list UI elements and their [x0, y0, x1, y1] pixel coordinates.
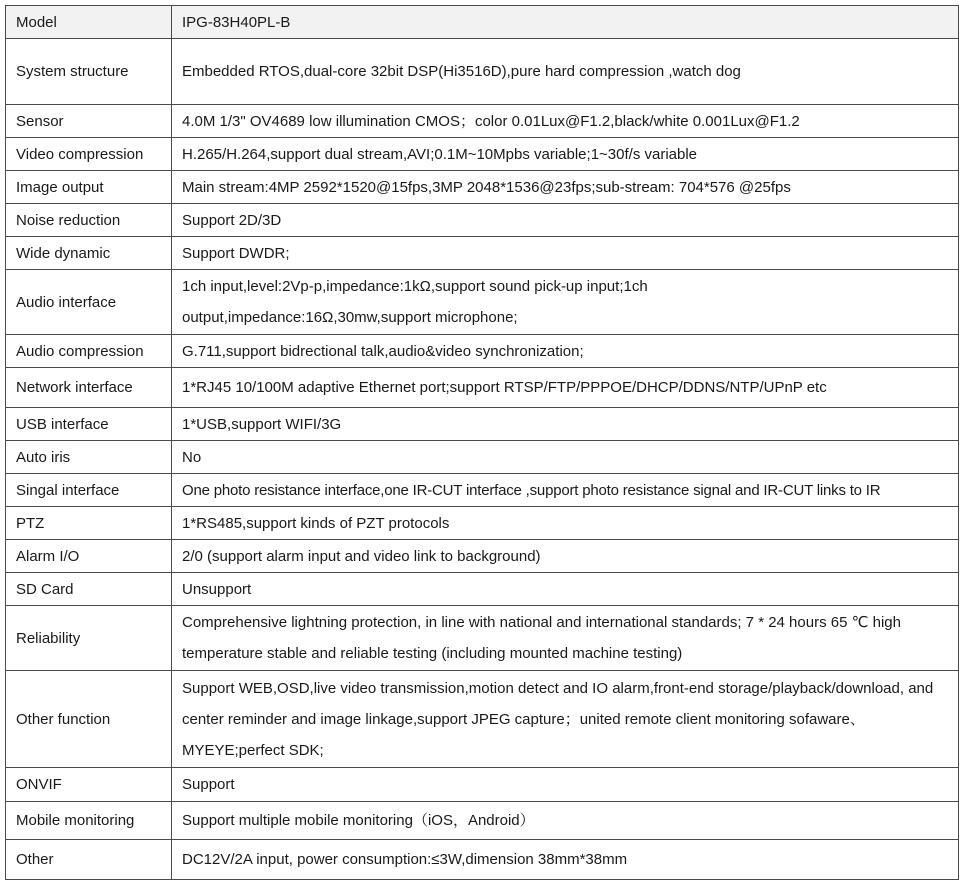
spec-row-wide-dynamic [6, 237, 959, 270]
spec-label: Network interface [6, 368, 172, 408]
spec-row-other [6, 840, 959, 880]
spec-label: Alarm I/O [6, 540, 172, 573]
spec-row-onvif [6, 768, 959, 802]
spec-row-audio-compression [6, 335, 959, 368]
spec-row-image-output [6, 171, 959, 204]
spec-row-other-function [6, 671, 959, 768]
spec-label: Other function [6, 671, 172, 768]
spec-value: Support 2D/3D [172, 204, 959, 237]
spec-label: Video compression [6, 138, 172, 171]
spec-row-network-interface [6, 368, 959, 408]
spec-label: Other [6, 840, 172, 880]
spec-label: PTZ [6, 507, 172, 540]
spec-value: 1*RJ45 10/100M adaptive Ethernet port;support RTSP/FTP/PPPOE/DHCP/DDNS/NTP/UPnP etc [172, 368, 959, 408]
spec-label: USB interface [6, 408, 172, 441]
spec-row-ptz [6, 507, 959, 540]
spec-row-alarm-io [6, 540, 959, 573]
spec-row-usb-interface [6, 408, 959, 441]
spec-value: 1ch input,level:2Vp-p,impedance:1kΩ,support sound pick-up input;1ch output,impedance:16Ω,30mw,support microphone; [172, 270, 959, 335]
spec-row-mobile-monitoring [6, 802, 959, 840]
spec-row-sensor [6, 105, 959, 138]
spec-value: 2/0 (support alarm input and video link to background) [172, 540, 959, 573]
spec-row-singal-interface [6, 474, 959, 507]
spec-value: Embedded RTOS,dual-core 32bit DSP(Hi3516D),pure hard compression ,watch dog [172, 39, 959, 105]
spec-label: Auto iris [6, 441, 172, 474]
spec-label: Wide dynamic [6, 237, 172, 270]
spec-value: Main stream:4MP 2592*1520@15fps,3MP 2048*1536@23fps;sub-stream: 704*576 @25fps [172, 171, 959, 204]
spec-value: 4.0M 1/3" OV4689 low illumination CMOS；color 0.01Lux@F1.2,black/white 0.001Lux@F1.2 [172, 105, 959, 138]
spec-value: Support multiple mobile monitoring（iOS，Android） [172, 802, 959, 840]
spec-row-system-structure [6, 39, 959, 105]
spec-value: IPG-83H40PL-B [172, 6, 959, 39]
spec-label: SD Card [6, 573, 172, 606]
spec-label: Reliability [6, 606, 172, 671]
spec-label: ONVIF [6, 768, 172, 802]
spec-row-audio-interface [6, 270, 959, 335]
spec-value: No [172, 441, 959, 474]
spec-table [5, 5, 959, 880]
spec-value: H.265/H.264,support dual stream,AVI;0.1M~10Mpbs variable;1~30f/s variable [172, 138, 959, 171]
spec-value: Support DWDR; [172, 237, 959, 270]
spec-row-auto-iris [6, 441, 959, 474]
spec-value: 1*USB,support WIFI/3G [172, 408, 959, 441]
spec-value: Support WEB,OSD,live video transmission,motion detect and IO alarm,front-end storage/playback/download, and center reminder and image linkage,support JPEG capture；united remote client monitoring sofaware、MYEYE;perfect SDK; [172, 671, 959, 768]
spec-value: 1*RS485,support kinds of PZT protocols [172, 507, 959, 540]
spec-label: Model [6, 6, 172, 39]
spec-label: Noise reduction [6, 204, 172, 237]
spec-row-reliability [6, 606, 959, 671]
spec-row-model [6, 6, 959, 39]
spec-label: Image output [6, 171, 172, 204]
spec-label: Audio compression [6, 335, 172, 368]
spec-label: Sensor [6, 105, 172, 138]
spec-value: Support [172, 768, 959, 802]
spec-value: DC12V/2A input, power consumption:≤3W,dimension 38mm*38mm [172, 840, 959, 880]
spec-label: Mobile monitoring [6, 802, 172, 840]
spec-row-noise-reduction [6, 204, 959, 237]
spec-value: One photo resistance interface,one IR-CUT interface ,support photo resistance signal and IR-CUT links to IR [172, 474, 959, 507]
spec-label: Audio interface [6, 270, 172, 335]
spec-label: Singal interface [6, 474, 172, 507]
spec-label: System structure [6, 39, 172, 105]
spec-value: G.711,support bidrectional talk,audio&video synchronization; [172, 335, 959, 368]
spec-value: Unsupport [172, 573, 959, 606]
spec-row-video-compression [6, 138, 959, 171]
spec-value: Comprehensive lightning protection, in line with national and international standards; 7 * 24 hours 65 ℃ high temperature stable and reliable testing (including mounted machine testing) [172, 606, 959, 671]
spec-row-sd-card [6, 573, 959, 606]
